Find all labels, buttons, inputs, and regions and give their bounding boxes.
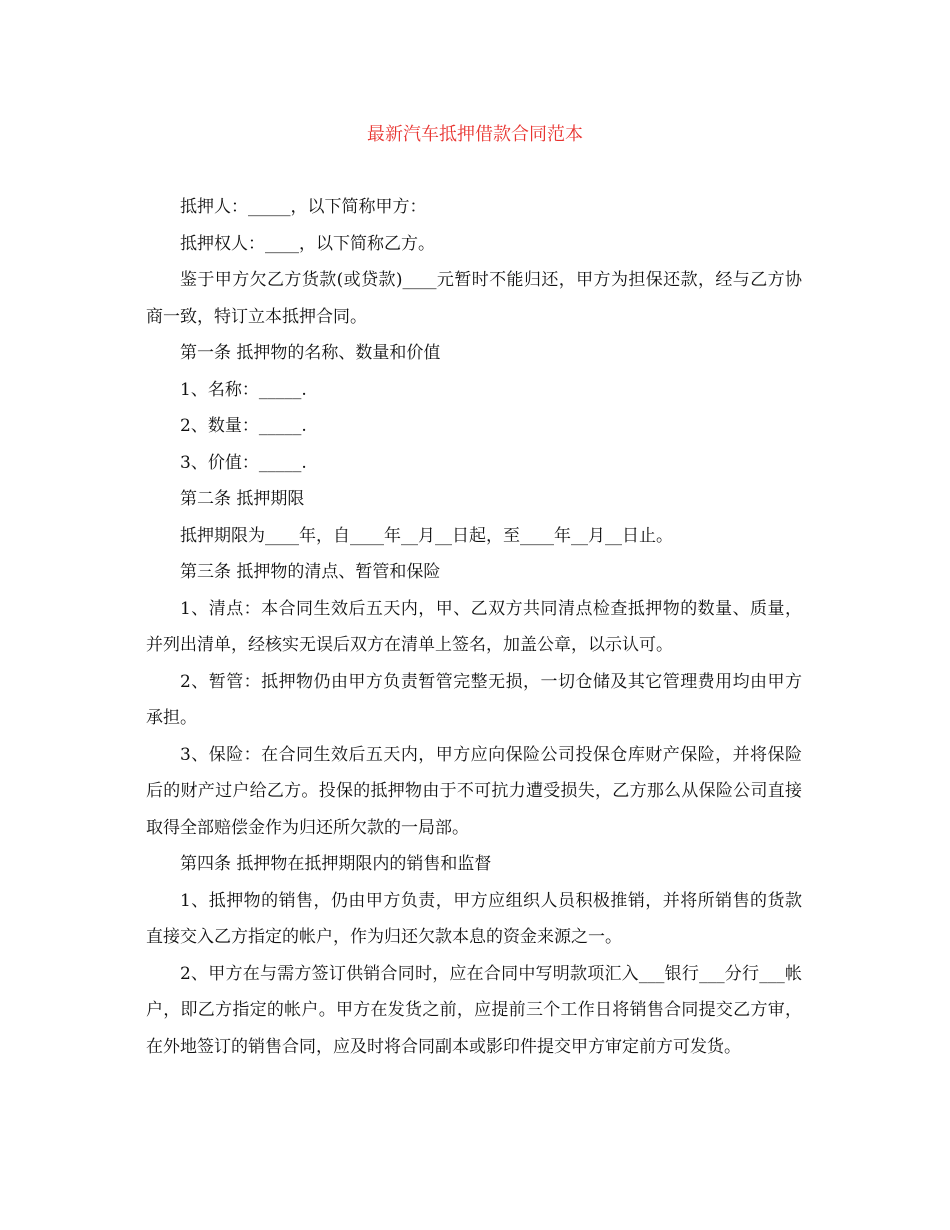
mortgagor-line: 抵押人：_____，以下简称甲方：	[180, 197, 427, 217]
article-2-term: 抵押期限为____年，自____年__月__日起，至____年__月__日止。	[180, 525, 673, 546]
article-1-item-name: 1、名称：_____.	[180, 379, 307, 400]
preamble-paragraph: 鉴于甲方欠乙方货款(或贷款)____元暂时不能归还，甲方为担保还款，经与乙方协商一致，特订立本抵押合同。	[146, 270, 802, 327]
mortgagee-line: 抵押权人：____，以下简称乙方。	[180, 233, 435, 254]
article-1-heading: 第一条 抵押物的名称、数量和价值	[180, 343, 441, 363]
article-2-heading: 第二条 抵押期限	[180, 489, 305, 509]
article-3-item-insurance: 3、保险：在合同生效后五天内，甲方应向保险公司投保仓库财产保险，并将保险后的财产过户给乙方。投保的抵押物由于不可抗力遭受损失，乙方那么从保险公司直接取得全部赔偿金作为归还所欠款的一局部。	[146, 744, 802, 838]
article-4-item-contracts: 2、甲方在与需方签订供销合同时，应在合同中写明款项汇入___银行___分行___帐户，即乙方指定的帐户。甲方在发货之前，应提前三个工作日将销售合同提交乙方审，在外地签订的销售合同，应及时将合同副本或影印件提交甲方审定前方可发货。	[146, 963, 802, 1057]
article-3-item-custody: 2、暂管：抵押物仍由甲方负责暂管完整无损，一切仓储及其它管理费用均由甲方承担。	[146, 671, 802, 728]
article-1-item-value: 3、价值：_____.	[180, 452, 307, 473]
article-1-item-quantity: 2、数量：_____.	[180, 416, 307, 436]
document-title: 最新汽车抵押借款合同范本	[367, 124, 583, 145]
article-3-item-inventory: 1、清点：本合同生效后五天内，甲、乙双方共同清点检查抵押物的数量、质量，并列出清单，经核实无误后双方在清单上签名，加盖公章，以示认可。	[146, 598, 802, 655]
article-3-heading: 第三条 抵押物的清点、暂管和保险	[180, 562, 441, 582]
article-4-heading: 第四条 抵押物在抵押期限内的销售和监督	[180, 854, 492, 874]
article-4-item-sales: 1、抵押物的销售，仍由甲方负责，甲方应组织人员积极推销，并将所销售的货款直接交入乙方指定的帐户，作为归还欠款本息的资金来源之一。	[146, 890, 802, 947]
document-body	[146, 189, 802, 1065]
